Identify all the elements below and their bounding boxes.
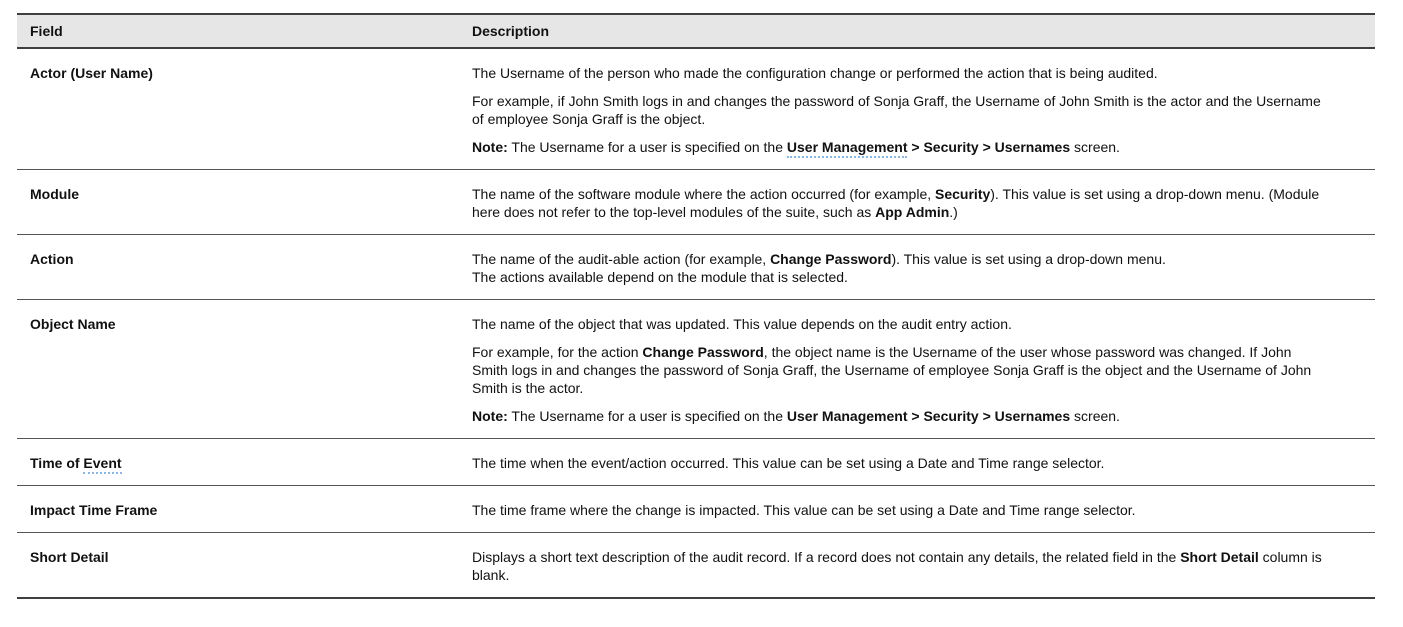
text-segment: App Admin	[875, 204, 950, 220]
text-segment: The Username for a user is specified on the	[507, 408, 787, 424]
column-header-description: Description	[472, 14, 1375, 48]
table-row	[17, 48, 1375, 170]
text-segment: The Username of the person who made the configuration change or performed the action that is being audited.	[472, 65, 1158, 81]
text-segment: Object Name	[30, 316, 116, 332]
text-segment: Module	[30, 186, 79, 202]
text-segment: screen.	[1070, 408, 1120, 424]
text-segment: The name of the audit-able action (for example,	[472, 251, 771, 267]
description-paragraph	[472, 454, 1330, 472]
field-cell	[17, 170, 472, 235]
text-segment: The Username for a user is specified on the	[507, 139, 787, 155]
text-segment: Displays a short text description of the audit record. If a record does not contain any details, the related field in the	[472, 549, 1181, 565]
tooltip-term[interactable]: Event	[83, 455, 121, 474]
description-cell	[472, 486, 1375, 533]
description-paragraph	[472, 185, 1330, 221]
text-segment: ). This value is set using a drop-down menu. (Module here does not refer to the top-level modules of the suite, such as	[472, 186, 1320, 220]
description-paragraph	[472, 250, 1330, 286]
description-cell	[472, 235, 1375, 300]
table-header	[17, 14, 1375, 48]
text-segment: Short Detail	[30, 549, 109, 565]
table-row	[17, 533, 1375, 599]
text-segment: Security	[935, 186, 991, 202]
table-body	[17, 48, 1375, 598]
table-row	[17, 439, 1375, 486]
text-segment: For example, if John Smith logs in and changes the password of Sonja Graff, the Username of John Smith is the actor and the Username of employee Sonja Graff is the object.	[472, 93, 1321, 127]
text-segment: Time of	[30, 455, 84, 471]
text-segment: screen.	[1070, 139, 1120, 155]
table-row	[17, 235, 1375, 300]
field-cell	[17, 48, 472, 170]
table-row	[17, 170, 1375, 235]
description-paragraph	[472, 407, 1330, 425]
text-segment: The time when the event/action occurred. This value can be set using a Date and Time range selector.	[472, 455, 1105, 471]
description-paragraph	[472, 343, 1330, 397]
tooltip-term[interactable]: User Management	[787, 139, 908, 158]
text-segment: Impact Time Frame	[30, 502, 158, 518]
column-header-field: Field	[17, 14, 472, 48]
header-row	[17, 14, 1375, 48]
text-segment: Action	[30, 251, 74, 267]
field-cell	[17, 235, 472, 300]
description-cell	[472, 170, 1375, 235]
description-cell	[472, 48, 1375, 170]
text-segment: Note:	[472, 408, 508, 424]
text-segment: , the object name is the Username of the user whose password was changed. If John Smith logs in and changes the password of Sonja Graff, the Username of employee Sonja Graff is the object and the Username of John Smith is the actor.	[472, 344, 1312, 396]
text-segment: The time frame where the change is impacted. This value can be set using a Date and Time range selector.	[472, 502, 1136, 518]
text-segment: The name of the object that was updated. This value depends on the audit entry action.	[472, 316, 1012, 332]
text-segment: Note:	[472, 139, 508, 155]
text-segment: Change Password	[770, 251, 892, 267]
description-paragraph	[472, 64, 1330, 82]
text-segment: Short Detail	[1180, 549, 1259, 565]
description-paragraph	[472, 92, 1330, 128]
description-cell	[472, 533, 1375, 599]
description-cell	[472, 439, 1375, 486]
text-segment: Change Password	[642, 344, 764, 360]
field-cell	[17, 439, 472, 486]
description-paragraph	[472, 501, 1330, 519]
text-segment: Actor (User Name)	[30, 65, 153, 81]
text-segment: > Security > Usernames	[907, 139, 1071, 155]
text-segment: For example, for the action	[472, 344, 643, 360]
description-cell	[472, 300, 1375, 439]
text-segment: The name of the software module where the action occurred (for example,	[472, 186, 936, 202]
description-paragraph	[472, 548, 1330, 584]
text-segment: .)	[949, 204, 958, 220]
field-cell	[17, 533, 472, 599]
description-paragraph	[472, 138, 1330, 156]
field-cell	[17, 300, 472, 439]
description-paragraph	[472, 315, 1330, 333]
text-segment: The actions available depend on the module that is selected.	[472, 269, 848, 285]
text-segment: column is blank.	[472, 549, 1322, 583]
field-description-table	[17, 13, 1375, 599]
table-row	[17, 486, 1375, 533]
text-segment: ). This value is set using a drop-down menu.	[891, 251, 1166, 267]
field-cell	[17, 486, 472, 533]
text-segment: User Management > Security > Usernames	[786, 408, 1071, 424]
table-row	[17, 300, 1375, 439]
